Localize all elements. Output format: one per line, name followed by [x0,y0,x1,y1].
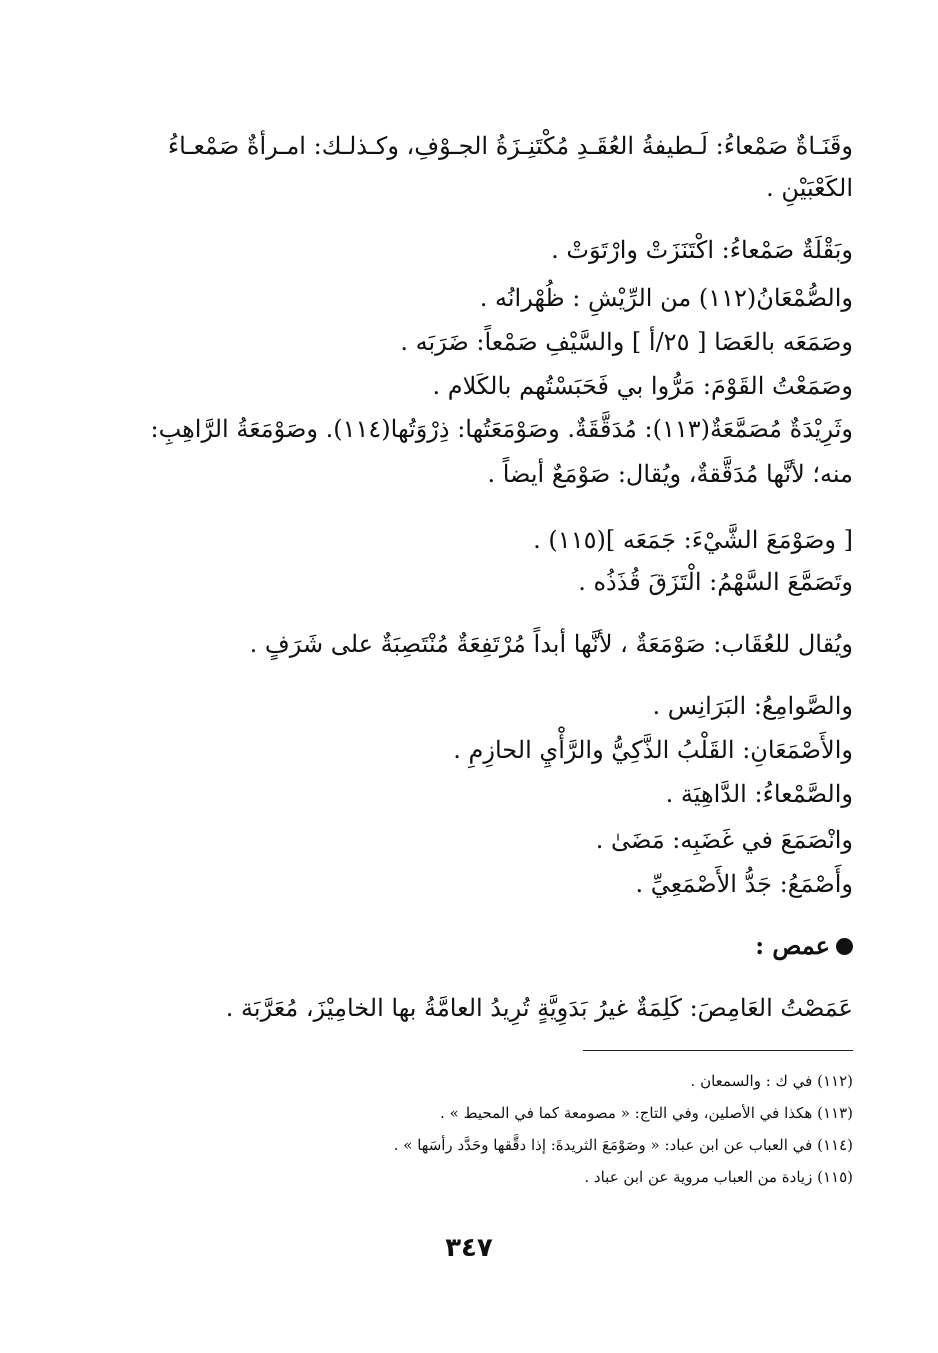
body-line-7: وثَرِيْدَةٌ مُصَمَّعَةٌ(١١٣): مُدَقَّقَةٌ. وصَوْمَعَتُها: ذِرْوَتُها(١١٤). وصَوْمَعَةُ الرَّاهِبِ: [150,415,853,443]
page-number: ٣٤٧ [445,1233,493,1263]
body-line-8: منه؛ لأنَّها مُدَقَّقةٌ، ويُقال: صَوْمَعٌ أيضاً . [487,460,853,488]
footnote-divider [583,1050,853,1051]
footnote-115: (١١٥) زيادة من العباب مروية عن ابن عباد . [584,1168,853,1186]
body-line-9: [ وصَوْمَعَ الشَّيْءَ: جَمَعَه ](١١٥) . [533,526,853,554]
body-line-13: والأَصْمَعَانِ: القَلْبُ الذَّكِيُّ والرَّأْيِ الحازِمِ . [453,736,853,764]
entry-heading-text: عمص : [755,931,830,960]
footnote-114: (١١٤) في العباب عن ابن عباد: « وصَوْمَعَ الثريدةَ: إذا دقَّقها وحَدَّد رأسَها » . [393,1136,853,1154]
body-line-2: الكَعْبَيْنِ . [766,174,853,202]
bullet-icon [836,938,853,955]
body-line-6: وصَمَعْتُ القَوْمَ: مَرُّوا بي فَحَبَسْتُهم بالكَلام . [432,372,853,400]
body-line-1: وقَنَـاةٌ صَمْعاءُ: لَـطيفةُ العُقَـدِ مُكْتَنِـزَةُ الجـوْفِ، وكـذلـك: امـرأةٌ صَمْعـاءُ [167,132,853,160]
body-line-5: وصَمَعَه بالعَصَا [ ٢٥/أ ] والسَّيْفِ صَمْعاً: ضَرَبَه . [400,328,853,356]
body-line-4: والصُّمْعَانُ(١١٢) من الرِّيْشِ : ظُهْرانُه . [479,284,853,312]
body-line-14: والصَّمْعاءُ: الدَّاهِيَة . [665,780,853,808]
body-line-15: وانْصَمَعَ في غَضَبِه: مَضَىٰ . [595,826,853,854]
body-line-10: وتَصَمَّعَ السَّهْمُ: الْتَزَقَ قُذَذُه . [578,568,853,596]
entry-line: عَمَصْتُ العَامِصَ: كَلِمَةٌ غيرُ بَدَوِيَّةٍ تُرِيدُ العامَّةُ بها الخامِيْزَ، مُعَرَّبَة . [225,994,853,1022]
footnote-112: (١١٢) في ك : والسمعان . [690,1072,853,1090]
body-line-16: وأَصْمَعُ: جَدُّ الأَصْمَعِيِّ . [635,870,853,898]
body-line-12: والصَّوامِعُ: البَرَانِس . [652,692,853,720]
entry-heading [755,928,853,964]
body-line-3: وبَقْلَةٌ صَمْعاءُ: اكْتَنَزَتْ وارْتَوَتْ . [551,236,853,264]
footnote-113: (١١٣) هكذا في الأصلين، وفي التاج: « مصومعة كما في المحيط » . [440,1104,853,1122]
body-line-11: ويُقال للعُقَاب: صَوْمَعَةٌ ، لأنَّها أبداً مُرْتَفِعَةٌ مُنْتَصِبَةٌ على شَرَفٍ . [249,630,853,658]
